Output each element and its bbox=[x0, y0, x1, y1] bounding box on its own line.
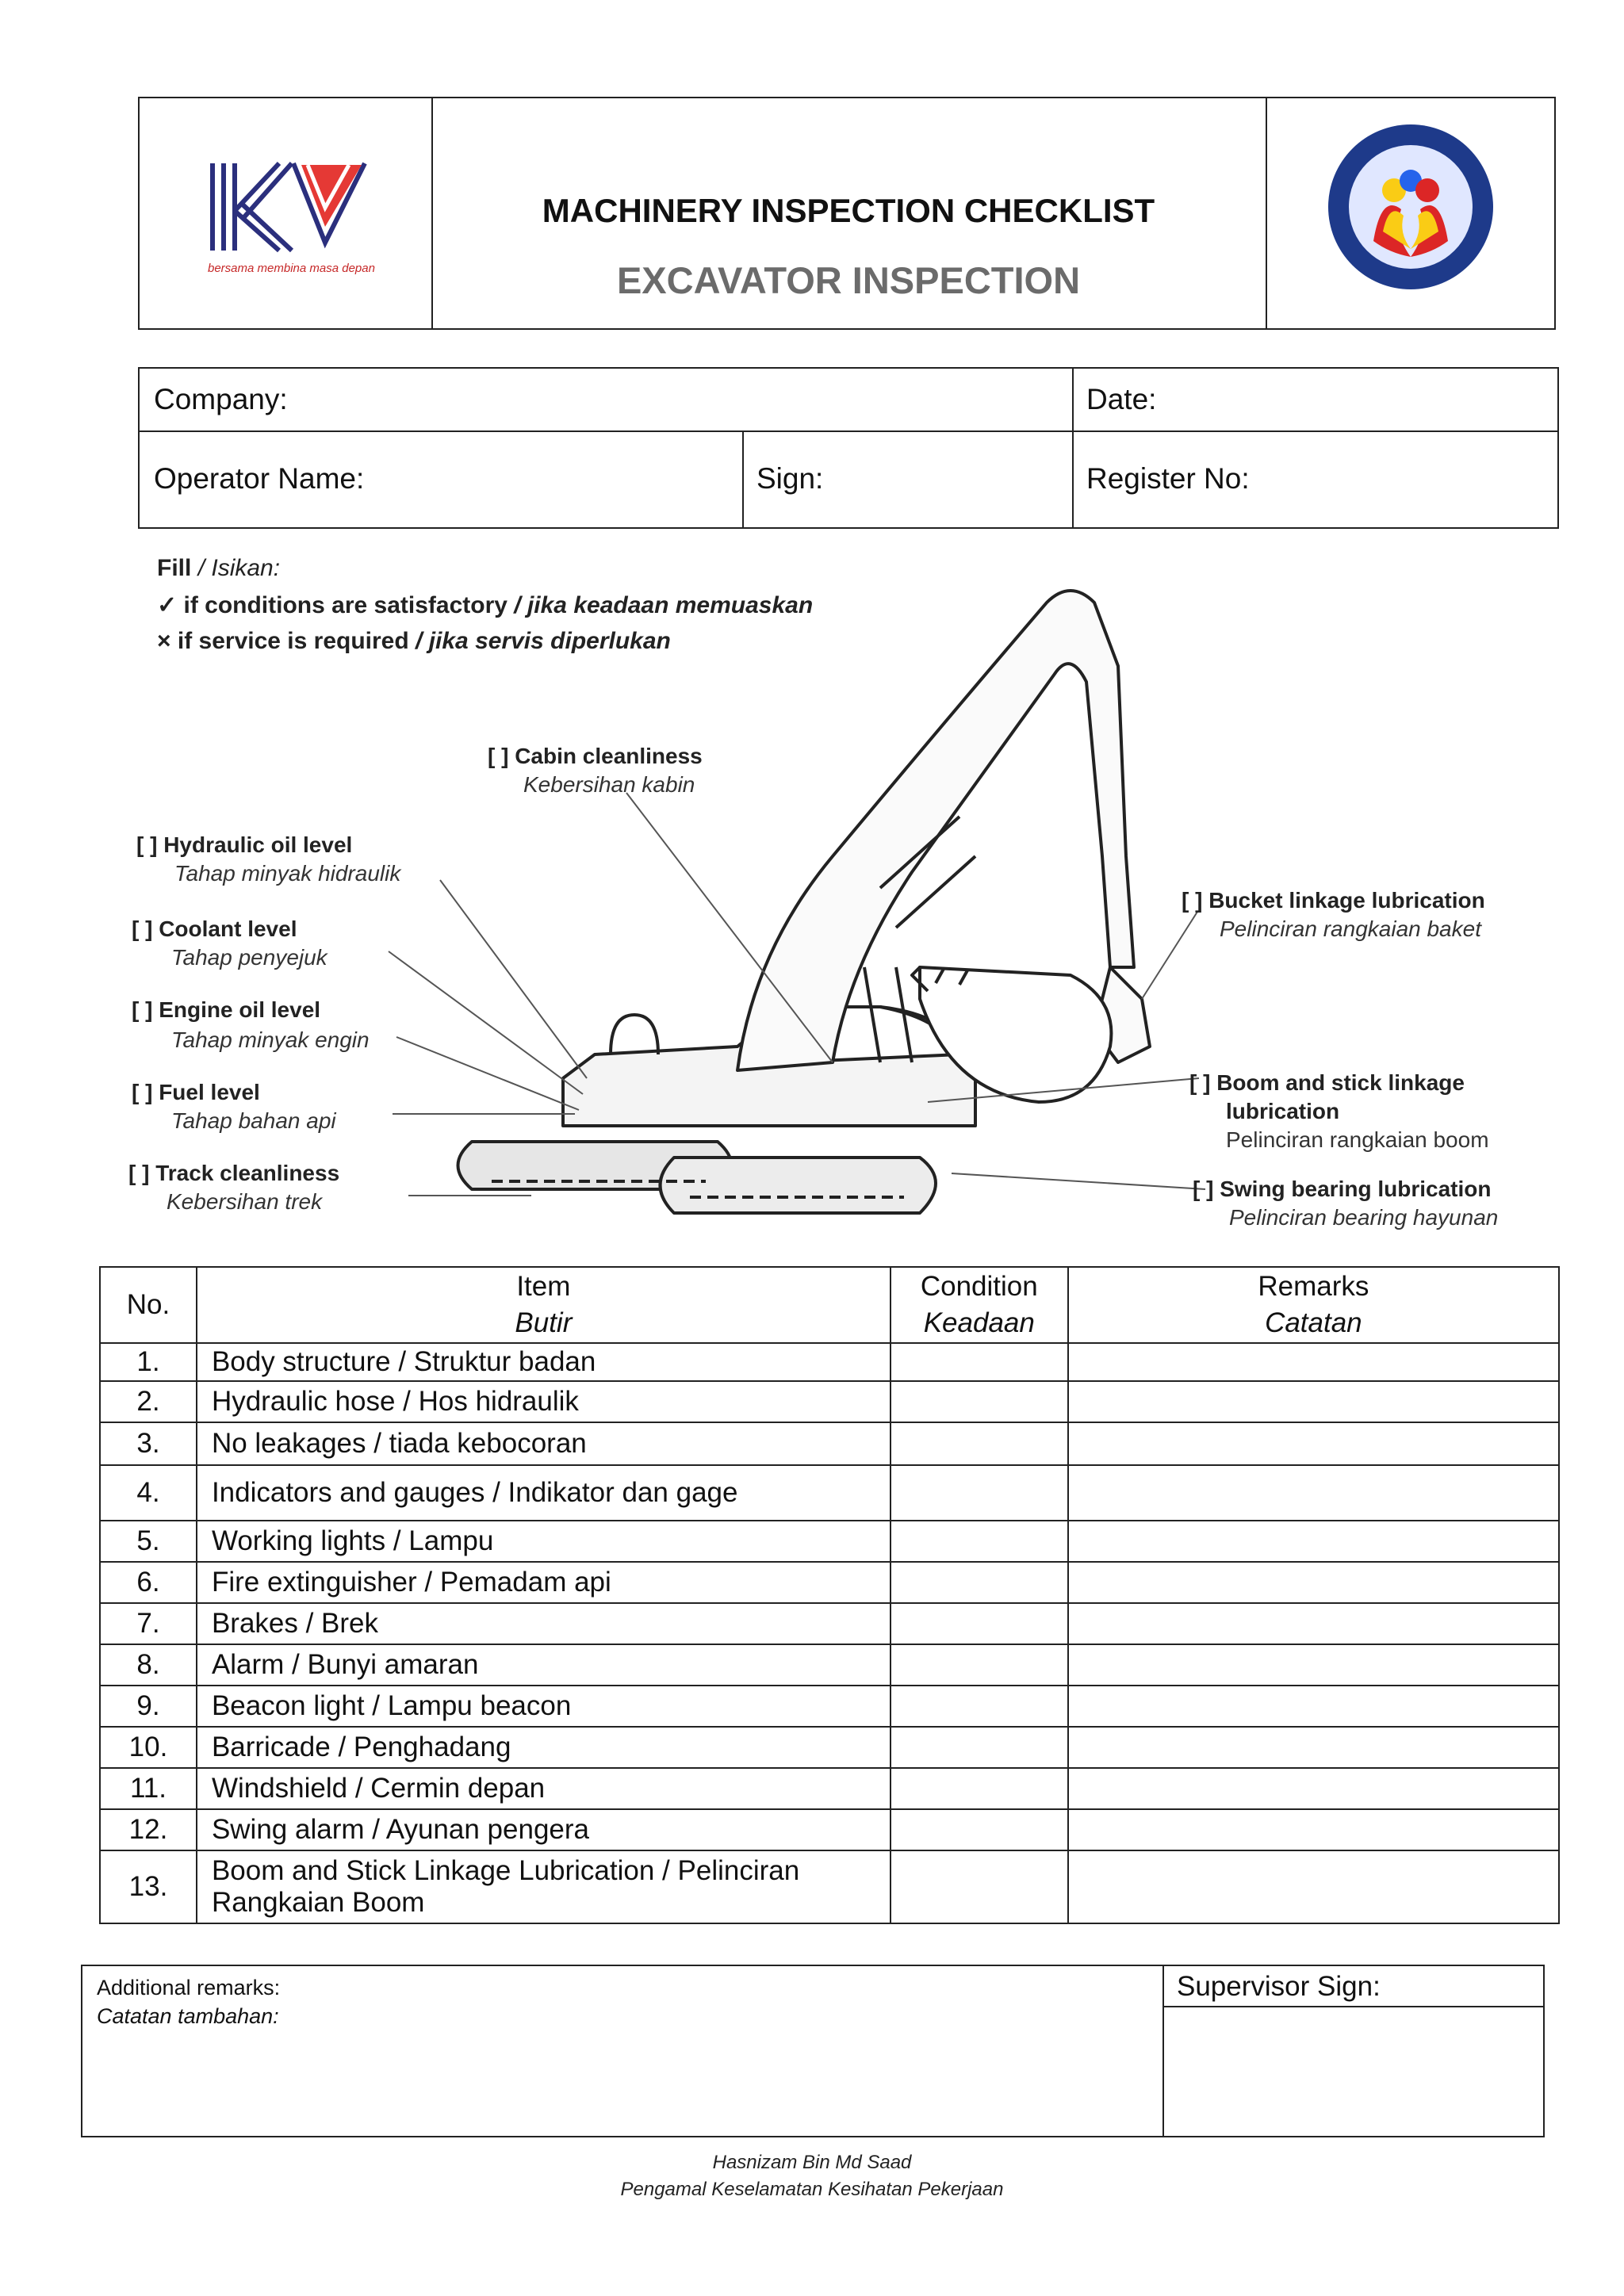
header-item bbox=[197, 1267, 891, 1343]
row-number: 6. bbox=[100, 1562, 197, 1603]
row-item: Beacon light / Lampu beacon bbox=[197, 1686, 891, 1727]
label-bucket-linkage-ms: Pelinciran rangkaian baket bbox=[1220, 916, 1481, 941]
table-row bbox=[100, 1562, 1559, 1603]
document-title: MACHINERY INSPECTION CHECKLIST bbox=[542, 192, 1155, 229]
row-item-multiline bbox=[197, 1850, 891, 1923]
legend-ok-text: if conditions are satisfactory bbox=[183, 592, 508, 618]
header-remarks-label: Remarks bbox=[1258, 1271, 1369, 1302]
row-item: Fire extinguisher / Pemadam api bbox=[197, 1562, 891, 1603]
table-row bbox=[100, 1850, 1559, 1923]
kv-tagline: bersama membina masa depan bbox=[208, 262, 375, 275]
table-row bbox=[100, 1603, 1559, 1644]
row-item: No leakages / tiada kebocoran bbox=[197, 1422, 891, 1465]
footer-author-role: Pengamal Keselamatan Kesihatan Pekerjaan bbox=[620, 2179, 1004, 2200]
row-number: 4. bbox=[100, 1465, 197, 1521]
label-bucket-linkage: [ ] Bucket linkage lubrication bbox=[1182, 888, 1485, 913]
row-remarks-cell[interactable] bbox=[1068, 1727, 1559, 1768]
row-remarks-cell[interactable] bbox=[1068, 1686, 1559, 1727]
table-row bbox=[100, 1381, 1559, 1422]
label-track-cleanliness-ms: Kebersihan trek bbox=[167, 1189, 323, 1214]
row-condition-cell[interactable] bbox=[891, 1381, 1068, 1422]
table-row bbox=[100, 1809, 1559, 1850]
row-condition-cell[interactable] bbox=[891, 1521, 1068, 1562]
header-no bbox=[100, 1267, 197, 1343]
row-remarks-cell[interactable] bbox=[1068, 1809, 1559, 1850]
footer-author-name: Hasnizam Bin Md Saad bbox=[712, 2152, 912, 2173]
header-condition-label: Condition bbox=[920, 1271, 1038, 1302]
row-remarks-cell[interactable] bbox=[1068, 1644, 1559, 1686]
legend-title-text: Fill bbox=[157, 555, 192, 581]
inspection-checklist-table bbox=[99, 1266, 1560, 1924]
row-item: Brakes / Brek bbox=[197, 1603, 891, 1644]
sign-field[interactable]: Sign: bbox=[756, 462, 824, 495]
row-item: Body structure / Struktur badan bbox=[197, 1343, 891, 1381]
label-cabin-cleanliness-ms: Kebersihan kabin bbox=[523, 772, 695, 797]
header-remarks-alt: Catatan bbox=[1265, 1307, 1362, 1338]
operator-name-field[interactable]: Operator Name: bbox=[154, 462, 365, 495]
label-track-cleanliness: [ ] Track cleanliness bbox=[128, 1161, 340, 1185]
row-item: Windshield / Cermin depan bbox=[197, 1768, 891, 1809]
document-header bbox=[138, 97, 1556, 330]
header-no-label: No. bbox=[126, 1289, 170, 1320]
register-no-field[interactable]: Register No: bbox=[1086, 462, 1250, 495]
row-number: 13. bbox=[100, 1850, 197, 1923]
row-condition-cell[interactable] bbox=[891, 1644, 1068, 1686]
row-item: Swing alarm / Ayunan pengera bbox=[197, 1809, 891, 1850]
divider bbox=[742, 430, 744, 527]
header-item-alt: Butir bbox=[515, 1307, 573, 1338]
label-fuel-level: [ ] Fuel level bbox=[132, 1080, 260, 1104]
info-table bbox=[138, 367, 1559, 529]
table-row bbox=[100, 1422, 1559, 1465]
date-field[interactable]: Date: bbox=[1086, 383, 1157, 415]
document-subtitle: EXCAVATOR INSPECTION bbox=[616, 259, 1081, 301]
label-hydraulic-oil: [ ] Hydraulic oil level bbox=[136, 832, 353, 857]
row-condition-cell[interactable] bbox=[891, 1465, 1068, 1521]
row-item: Boom and Stick Linkage Lubrication / Pelinciran bbox=[211, 1855, 800, 1886]
title-cell bbox=[431, 98, 1267, 328]
kv-logo bbox=[206, 155, 373, 258]
row-item: Alarm / Bunyi amaran bbox=[197, 1644, 891, 1686]
row-number: 1. bbox=[100, 1343, 197, 1381]
remarks-label: Additional remarks: bbox=[97, 1976, 281, 1999]
row-number: 11. bbox=[100, 1768, 197, 1809]
label-fuel-level-ms: Tahap bahan api bbox=[171, 1108, 336, 1133]
label-engine-oil: [ ] Engine oil level bbox=[132, 997, 321, 1022]
supervisor-sign-label: Supervisor Sign: bbox=[1177, 1971, 1381, 2002]
header-item-label: Item bbox=[516, 1271, 571, 1302]
row-condition-cell[interactable] bbox=[891, 1727, 1068, 1768]
row-condition-cell[interactable] bbox=[891, 1686, 1068, 1727]
row-item: Indicators and gauges / Indikator dan gage bbox=[197, 1465, 891, 1521]
label-boom-stick-linkage-ms: Pelinciran rangkaian boom bbox=[1226, 1127, 1489, 1152]
row-remarks-cell[interactable] bbox=[1068, 1768, 1559, 1809]
legend-service-text: if service is required bbox=[177, 628, 409, 654]
header-condition bbox=[891, 1267, 1068, 1343]
college-seal-logo bbox=[1326, 122, 1496, 292]
table-row bbox=[100, 1686, 1559, 1727]
row-number: 5. bbox=[100, 1521, 197, 1562]
row-condition-cell[interactable] bbox=[891, 1809, 1068, 1850]
row-condition-cell[interactable] bbox=[891, 1562, 1068, 1603]
row-number: 2. bbox=[100, 1381, 197, 1422]
label-swing-bearing-ms: Pelinciran bearing hayunan bbox=[1229, 1205, 1499, 1230]
legend-title-alt: / Isikan: bbox=[197, 555, 281, 581]
checkmark-icon: ✓ bbox=[157, 592, 178, 618]
header-condition-alt: Keadaan bbox=[923, 1307, 1035, 1338]
remarks-label-alt: Catatan tambahan: bbox=[97, 2004, 279, 2028]
label-engine-oil-ms: Tahap minyak engin bbox=[171, 1027, 370, 1052]
row-remarks-cell[interactable] bbox=[1068, 1422, 1559, 1465]
supervisor-sign-field[interactable] bbox=[1164, 2007, 1543, 2136]
row-condition-cell[interactable] bbox=[891, 1343, 1068, 1381]
row-remarks-cell[interactable] bbox=[1068, 1381, 1559, 1422]
header-remarks bbox=[1068, 1267, 1559, 1343]
row-number: 7. bbox=[100, 1603, 197, 1644]
row-remarks-cell[interactable] bbox=[1068, 1521, 1559, 1562]
left-logo-cell bbox=[140, 98, 433, 328]
row-item: Hydraulic hose / Hos hidraulik bbox=[197, 1381, 891, 1422]
row-item: Working lights / Lampu bbox=[197, 1521, 891, 1562]
row-item-continued: Rangkaian Boom bbox=[211, 1887, 425, 1918]
cross-icon: × bbox=[157, 628, 171, 654]
label-boom-stick-linkage-2: lubrication bbox=[1226, 1099, 1340, 1123]
table-row bbox=[100, 1644, 1559, 1686]
table-header-row bbox=[100, 1267, 1559, 1343]
company-field[interactable]: Company: bbox=[154, 383, 288, 415]
divider bbox=[1072, 369, 1074, 527]
row-number: 10. bbox=[100, 1727, 197, 1768]
table-row bbox=[100, 1521, 1559, 1562]
row-condition-cell[interactable] bbox=[891, 1603, 1068, 1644]
label-cabin-cleanliness: [ ] Cabin cleanliness bbox=[488, 744, 703, 768]
label-coolant: [ ] Coolant level bbox=[132, 916, 297, 941]
row-condition-cell[interactable] bbox=[891, 1768, 1068, 1809]
table-row bbox=[100, 1465, 1559, 1521]
row-number: 12. bbox=[100, 1809, 197, 1850]
row-number: 8. bbox=[100, 1644, 197, 1686]
label-hydraulic-oil-ms: Tahap minyak hidraulik bbox=[174, 861, 401, 886]
additional-remarks-box[interactable] bbox=[81, 1965, 1545, 2137]
divider bbox=[140, 430, 1557, 432]
row-remarks-cell[interactable] bbox=[1068, 1343, 1559, 1381]
label-coolant-ms: Tahap penyejuk bbox=[171, 945, 327, 970]
row-remarks-cell[interactable] bbox=[1068, 1465, 1559, 1521]
excavator-diagram bbox=[119, 555, 1562, 1253]
row-number: 9. bbox=[100, 1686, 197, 1727]
row-remarks-cell[interactable] bbox=[1068, 1603, 1559, 1644]
row-item: Barricade / Penghadang bbox=[197, 1727, 891, 1768]
legend-ok-alt: / jika keadaan memuaskan bbox=[514, 592, 814, 618]
right-logo-cell bbox=[1266, 98, 1554, 328]
table-row bbox=[100, 1343, 1559, 1381]
row-condition-cell[interactable] bbox=[891, 1850, 1068, 1923]
legend-service-alt: / jika servis diperlukan bbox=[416, 628, 671, 654]
label-swing-bearing: [ ] Swing bearing lubrication bbox=[1193, 1177, 1492, 1201]
label-boom-stick-linkage: [ ] Boom and stick linkage bbox=[1189, 1070, 1465, 1095]
table-row bbox=[100, 1768, 1559, 1809]
row-number: 3. bbox=[100, 1422, 197, 1465]
row-condition-cell[interactable] bbox=[891, 1422, 1068, 1465]
table-row bbox=[100, 1727, 1559, 1768]
row-remarks-cell[interactable] bbox=[1068, 1562, 1559, 1603]
row-remarks-cell[interactable] bbox=[1068, 1850, 1559, 1923]
